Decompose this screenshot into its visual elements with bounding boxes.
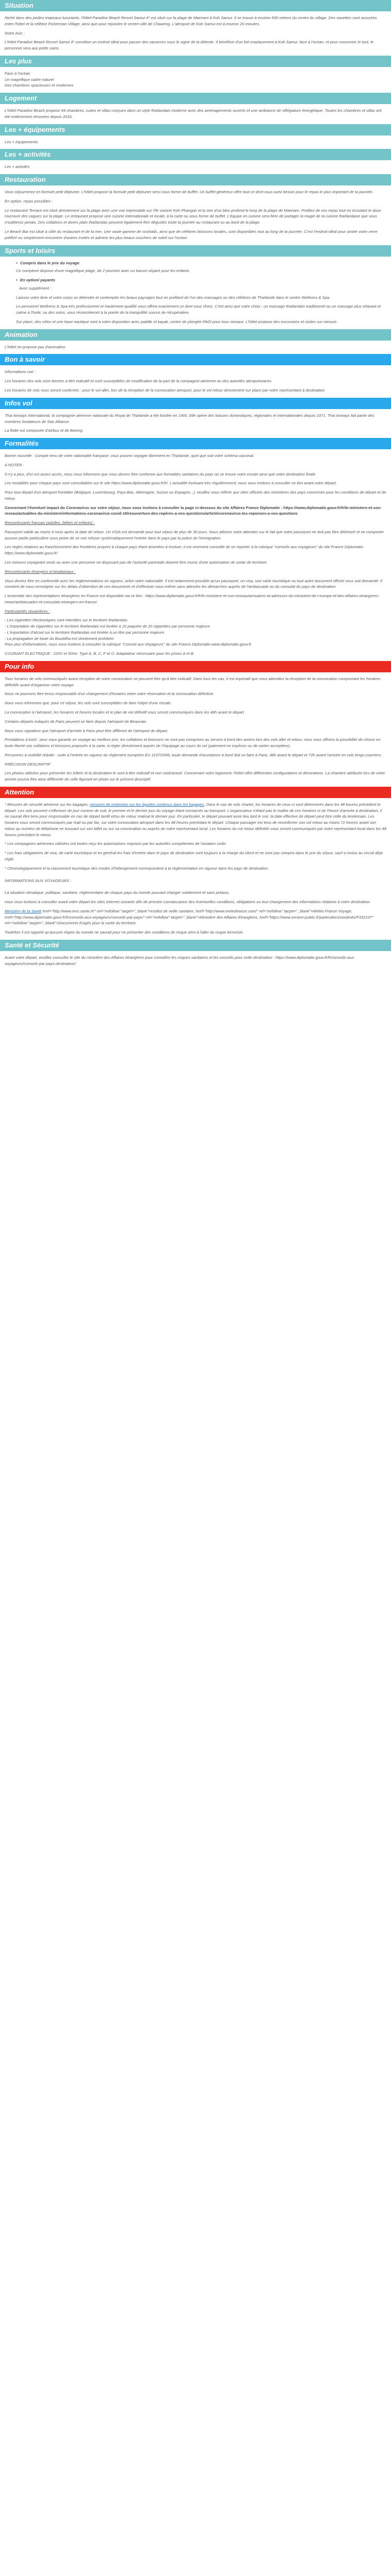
situation-paragraph: Niché dans des jardins tropicaux luxuriants, l'hôtel Paradise Beach Resort Samui 4* est situé sur la plage de Maenam à Koh Samui. Il se trouve à environ 500 mètres du centre du village. Des navettes sont assurées entre l'hôtel et la célèbre Fisherman Village, ainsi que pour rejoindre le centre-ville de Chaweng. L'aéroport de Koh Samui est à environ 20 minutes.: [5, 15, 377, 26]
section-title-equipements: Les + équipements: [0, 124, 391, 135]
sports-paragraph: Sur place, des vélos et une base nautique sont à votre disposition avec paddle et kayak, centre de plongée PADI pour tous niveaux. L'hôtel propose des excursions et visites sur mesure.: [16, 319, 338, 324]
formalites-subheading: Particularités douanières :: [5, 608, 50, 614]
pourinfo-paragraph: Nous vous signalons que l'aéroport d'arrivée à Paris peut être différent de l'aéroport de départ.: [5, 728, 169, 733]
sports-paragraph: Laissez votre âme et votre corps se détendre et contempler les beaux paysages tout en profitant de l'un des massages ou des célèbres de Thaïlande dans le centre Wellness & Spa.: [16, 295, 331, 300]
section-title-les-plus: Les plus: [0, 56, 391, 67]
logement-paragraph: L'hôtel Paradise Beach propose 94 chambres, suites et villas conçues dans un style thaïlandais moderne avec des aménagements ouverts et une ambiance de villégiature énergétique. Toutes les chambres et villas ont été entièrement rénovées depuis 2018.: [5, 108, 382, 119]
attention-paragraph: * Les compagnies aériennes utilisées ont toutes reçu les autorisations requises par les autorités compétentes de l'aviation civile.: [5, 841, 227, 846]
attention-links-text: href="http://www.invs.sante.fr/" rel="nofollow" target="_blank">Institut de veille sanitaire, href="http://www.meteofrance.com/" rel="nofollow" target="_blank">Météo France Voyage, href="http://www.diplomatie.gouv.fr/fr/conseils-aux-voyageurs/conseils-par-pays/" rel="nofollow" target="_blank">Ministère des Affaires Etrangères, href="https://www.service-public.fr/particuliers/vosdroits/F33210?" rel="nofollow" target="_blank">Documents Exigés pour la sortie du territoire.: [5, 908, 373, 926]
section-title-pour-info: Pour info: [0, 661, 391, 672]
pourinfo-paragraph: Certains départs indiqués de Paris peuvent se faire depuis l'aéroport de Beauvais.: [5, 719, 148, 724]
formalites-a-noter: A NOTER :: [5, 462, 24, 467]
attention-subheading: INFORMATIONS AUX VOYAGEURS :: [5, 878, 72, 883]
attention-paragraph: * Chronologiquement et la classement touristique des modes d'hébergement correspondent à la réglementation en vigueur dans les pays de destination.: [5, 866, 269, 871]
section-title-sports-loisirs: Sports et loisirs: [0, 245, 391, 257]
restauration-paragraph: En option, repas possibles :: [5, 198, 53, 204]
attention-paragraph: [5, 802, 386, 838]
formalites-paragraph: Bonne nouvelle : Compte tenu de votre nationalité française, vous pouvez voyager librement en Thaïlande, quel que soit votre schéma vaccinal.: [5, 453, 254, 459]
formalites-paragraph: Les mineurs voyageant seuls ou avec une personne ne disposant pas de l'autorité parentale doivent être munis d'une autorisation de sortie de territoire.: [5, 560, 268, 565]
bonavoir-paragraph: Les horaires de vols vous seront confirmés : pour le vol aller, lors de la réception de la convocation aéroport, pour le vol retour directement sur place par notre représentant à destination.: [5, 387, 326, 393]
section-attention: [0, 787, 391, 940]
section-pour-info: [0, 661, 391, 787]
formalites-courant: COURANT ELECTRIQUE : 220V et 50Hz. Type A, B, C, F et O. Adaptateur nécessaire pour les prises A et B.: [5, 651, 194, 656]
section-restauration: [0, 174, 391, 245]
section-title-formalites: Formalités: [0, 438, 391, 449]
restauration-paragraph: Vous séjournerez en formule petit déjeuner. L'hôtel propose la formule petit déjeuner servi sous forme de buffet. Un buffet généreux offre tout ce dont vous avez besoin pour le repas le plus important de la journée.: [5, 190, 373, 195]
pourinfo-paragraph: Prestations à bord : pour vous garantir un voyage au meilleur prix, les collations et boissons ne sont pas comprises au service à bord des avions lors des vols aller et retour, nous vous offrons la possibilité de choisir en toute liberté vos collations et boissons proposés à la carte, à régler directement auprès de l'équipage au cours du vol (paiement en espèces ou de cartes acceptées).: [5, 737, 381, 749]
formalites-paragraph: Les règles relatives au franchissement des frontières propres à chaque pays étant amenées à évoluer, il est vivement conseillé de se reporter à la rubrique "conseils aux voyageurs" du site France Diplomatie. https://www.diplomatie.gouv.fr/: [5, 545, 364, 556]
pourinfo-paragraph: Personnes à mobilité réduite : suite à l'entrée en vigueur du règlement européen EU 1107/2006, toute demande d'assistance à bord doit se faire à Paris, 48h avant le départ et 72h avant l'arrivée en vols longs-courriers.: [5, 752, 382, 757]
section-situation: [0, 0, 391, 56]
plus-item: Un magnifique cadre naturel: [5, 77, 54, 82]
sports-bullet-option: • En option/ payants: [16, 277, 386, 283]
pourinfo-paragraph: Nous vous informons que, pour ce séjour, les vols sont susceptibles de faire l'objet d'une escale.: [5, 701, 172, 706]
pourinfo-paragraph: La convocation à l'aéroport, les horaires et heures locales et le plan de vol définitif vous seront communiqués dans les 48h avant le départ.: [5, 710, 245, 715]
sports-paragraph: Ce complexe dispose d'une magnifique plage, de 2 piscines avec un bassin séparé pour les enfants.: [16, 268, 190, 274]
section-les-plus: [0, 56, 391, 93]
attention-paragraph: nous vous invitons à consulter avant votre départ les sites Internet suivants afin de prendre connaissance des éventuelles conditions, obligations ou tout changement des informations relatives à votre destination.: [5, 900, 371, 905]
equipements-paragraph: Les + équipements: [5, 139, 38, 144]
pourinfo-paragraph: Nous ne pourrons être tenus responsable d'un changement d'horaires entre votre réservation et la convocation définitive.: [5, 691, 215, 697]
pourinfo-paragraph: Les photos utilisées pour présenter les hôtels et la destination le sont à titre indicatif et non contractuel. Concernant votre logement, l'hôtel offre différentes configurations et décorations. La chambre attribuée lors de votre arrivée pourra être ainsi différente de celle figurant en photo sur le présent descriptif.: [5, 771, 385, 782]
plus-item: Des chambres spacieuses et modernes: [5, 83, 74, 88]
attention-paragraph: Toutefois il est rappelé qu'aucune région du monde ne saurait pour ne présenter des conditions de risque zéro à l'aller du risque terroriste.: [5, 930, 244, 935]
formalites-paragraph: Les modalités pour chaque pays sont consultables sur le site https://www.diplomatie.gouv.fr/fr/. L'actualité évoluant très régulièrement, nous vous invitons à consulter ce lien avant votre départ.: [5, 481, 337, 486]
section-logement: [0, 93, 391, 124]
section-title-activites: Les + activités: [0, 149, 391, 160]
attention-text: . Dans le cas de vols charter, les horaires de ceux-ci sont déterminés dans les 48 heures précédent le départ. Les vols peuvent s'effectuer de jour comme de nuit, le premier et le dernier jour du voyage étant consacrés au transport. L'organisateur n'étant pas le maître de ces horaires ni de l'heure d'arrivée à destination, il ne saurait être tenu pour responsable en cas de départ tardif et/ou de retour matinal le dernier jour. En particulier, le départ pouvant avoir lieu tard le soir, la date effective de départ peut être celle du lendemain. Les horaires vous seront communiqués par mail ou par fax, sur votre convocation aéroport dans les 48 heures précédant le départ. Chaque passager est tenu de reconfirmer son vol retour au moins 72 heures avant son retour au numéro de téléphone se trouvant sur son billet ou sur sa convocation ou auprès de notre représentant local. Les horaires du vol retour définitifs vous seront communiqués par notre représentant local dans les 48 heures précédant le retour.: [5, 802, 386, 837]
section-title-logement: Logement: [0, 93, 391, 104]
liquides-link[interactable]: mesures de restriction sur les liquides contenus dans les bagages: [90, 802, 204, 807]
section-sante-securite: [0, 940, 391, 971]
animation-paragraph: L'hôtel ne propose pas d'animation.: [5, 344, 67, 349]
sports-bullet-compris: • Compris dans le prix du voyage: [16, 260, 386, 266]
formalites-coronavirus: Concernant l'éventuel impact du Coronavirus sur votre séjour, nous vous invitons à consulter la page ci-dessous du site Affaires France Diplomatie : https://www.diplomatie.gouv.fr/fr/le-ministere-et-son-reseau/actualites-du-ministere/informations-coronavirus-covid-19/reouverture-des-repères-a-vos-questions/article/coronavirus-les-reponses-a-vos-questions: [5, 505, 382, 516]
section-activites: [0, 149, 391, 174]
bonavoir-paragraph: Informations voir :: [5, 369, 36, 375]
sports-paragraph: Avec supplément :: [19, 285, 52, 291]
section-title-sante-securite: Santé et Sécurité: [0, 940, 391, 951]
section-bon-a-savoir: [0, 354, 391, 397]
situation-notre-avis: Notre Avis :: [5, 30, 25, 36]
section-equipements: [0, 124, 391, 149]
section-title-bon-a-savoir: Bon à savoir: [0, 354, 391, 365]
section-sports-loisirs: [0, 245, 391, 329]
formalites-paragraph: L'ensemble des représentations étrangères en France est disponible via ce lien : https://www.diplomatie.gouv.fr/fr/le-ministere-et-son-reseau/annuaires-et-adresses-du-ministere-de-l-europe-et-des-affaires-etrangeres-meae/ambassades-et-consulats-etrangers-en-france/: [5, 594, 380, 604]
attention-paragraph: * Les frais obligatoires de visa, de carte touristique et en général les frais d'entrée dans le pays de destination sont toujours à la charge du client et ne sont pas compris dans le prix du séjour, sauf si inclus au circuit déjà réglé.: [5, 851, 383, 862]
formalites-paragraph: Vous devrez être en conformité avec les réglementations en vigueur, selon votre nationalité. Il est notamment possible qu'un passeport, un visa, une carte touristique ou tout autre document officiel vous soit demandé. Il convient de vous renseigner sur les délais d'obtention de ces documents et d'effectuer vous-même sans attendre les démarches auprès de l'ambassade ou du consulat du pays de destination.: [5, 578, 382, 589]
attention-links-paragraph: [5, 908, 386, 926]
ministere-sante-link[interactable]: Ministère de la Santé: [5, 908, 42, 913]
formalites-subheading: Ressortissants étrangers et binationaux :: [5, 569, 76, 574]
pourinfo-paragraph: Tous horaires de vols communiqués avant réception de votre convocation ne peuvent être qu'à titre indicatif. Dans tous les cas, il est impératif que vous attendiez la réception de la convocation comprenant les horaires définitifs avant d'organiser votre voyage.: [5, 676, 381, 687]
section-title-attention: Attention: [0, 787, 391, 798]
formalites-subheading: Ressortissants français (adultes, bébés et enfants) :: [5, 520, 95, 526]
formalites-douane-list: - Les cigarettes électroniques sont interdites sur le territoire thaïlandais - L'importation de cigarettes sur le territoire thaïlandais est limitée à 10 paquets de 20 cigarettes par personne majeure. - L'importation d'alcool sur le territoire thaïlandais est limitée à un litre par personne majeure. - La propagation de toute du Bouddha est strictement prohibée. Pour plus d'informations, nous vous invitons à consulter la rubrique "Conseil aux Voyageurs" du site France Diplomatie www.diplomatie.gouv.fr: [5, 618, 252, 647]
section-title-infos-vol: Infos vol: [0, 398, 391, 409]
formalites-paragraph: Passeport valide au moins 6 mois après la date de retour. Un VISA est demandé pour tout séjour de plus de 30 jours. Nous attirons votre attention sur le fait que votre passeport ne doit pas être détérioré et ne comporter aucune partie particulière sous peine de se voir refuser systématiquement l'entrée dans le pays par la police de l'immigration.: [5, 529, 384, 540]
section-animation: [0, 329, 391, 354]
attention-text: * Mesures de sécurité aérienne sur les bagages:: [5, 802, 90, 807]
bonavoir-paragraph: Les horaires des vols sont donnés à titre indicatif et sont susceptibles de modification de la part de la compagnie aérienne ou des autorités aéroportuaires.: [5, 379, 272, 384]
sports-paragraph: Le personnel Wellness & Spa très professionnel et hautement qualifié vous offrira exactement ce dont vous rêvez. C'est ainsi que votre choix : un massage thaïlandais traditionnel ou un massage plus relaxant et calme à l'huile, ou des soins, vous réconcilieront à la pointe de la tranquillité source de récupération.: [16, 304, 381, 315]
plus-item: Face à l'océan: [5, 71, 30, 76]
formalites-paragraph: Pour tout départ d'un aéroport frontalier (Belgique, Luxembourg, Pays-Bas, Allemagne, Suisse ou Espagne...), veuillez vous référer aux sites officiels des ministères des pays concernés pour les conditions de départ et de retour.: [5, 490, 386, 501]
section-infos-vol: [0, 398, 391, 438]
infosvol-paragraph: La flotte est composée d'Airbus et de Boeing.: [5, 428, 84, 433]
section-title-restauration: Restauration: [0, 174, 391, 185]
infosvol-paragraph: Thai Airways International, la compagnie aérienne nationale du Royal de Thaïlande a été fondée en 1960. Elle opère des liaisons domestiques, régionales et internationales depuis 1971. Thai Airways fait partie des membres fondateurs de Star Alliance.: [5, 413, 374, 424]
restauration-paragraph: Le restaurant Terrace est situé directement sur la plage avec une vue imprenable sur l'île voisine Koh Phangan et la mer d'un bleu profond le long de la plage de Maenam. Profitez de vos repas tout en écoutant le doux murmure des vagues sur la plage. Le restaurant propose une cuisine internationale et locale, à la carte ou sous forme de buffet. L'équipe en cuisine sera fière de partager la magie de la cuisine thaïlandaise que vous n'oublierez jamais. Des collations et divers plats thaïlandais peuvent également être dégustés toute la journée au restaurant ou au bord de la plage.: [5, 208, 381, 225]
attention-paragraph: La situation climatique, politique, sanitaire, réglementaire de chaque pays du monde pouvant changer subitement et sans préavis,: [5, 890, 230, 895]
restauration-paragraph: Le Beach Bar est situé à côté du restaurant et de la mer. Une vaste gamme de cocktails, ainsi que de célèbres boissons locales, sont disponibles tout au long de la journée. C'est l'endroit idéal pour siroter votre verre préféré ou simplement rencontrer d'autres invités et admirer les plus beaux couchers de soleil sur l'océan.: [5, 229, 378, 240]
sante-paragraph: Avant votre départ, veuillez consulter le site du ministère des Affaires étrangères pour connaître les risques sanitaires et les conseils pour cette destination : https://www.diplomatie.gouv.fr/fr/conseils-aux-voyageurs/conseils-par-pays-destination/: [5, 955, 355, 966]
section-title-animation: Animation: [0, 329, 391, 341]
formalites-paragraph: Il n'y a plus, d'ici est assez accès, nous vous informons que vous devrez être conforme aux formalités sanitaires du pays où se trouve votre escale ainsi que votre destination finale.: [5, 471, 317, 477]
situation-paragraph: L'hôtel Paradise Beach Resort Samui 4* constitue un endroit idéal pour passer des vacances sous le signe de la détente. Il bénéficie d'un bel emplacement à Koh Samui, face à l'océan, et pour couronner le tout, le personnel sera aux petits soins.: [5, 40, 374, 51]
section-formalites: [0, 438, 391, 661]
activites-paragraph: Les + activités: [5, 164, 30, 170]
pourinfo-subheading: PRÉCISION DESCRIPTIF: [5, 761, 51, 767]
section-title-situation: Situation: [0, 0, 391, 11]
